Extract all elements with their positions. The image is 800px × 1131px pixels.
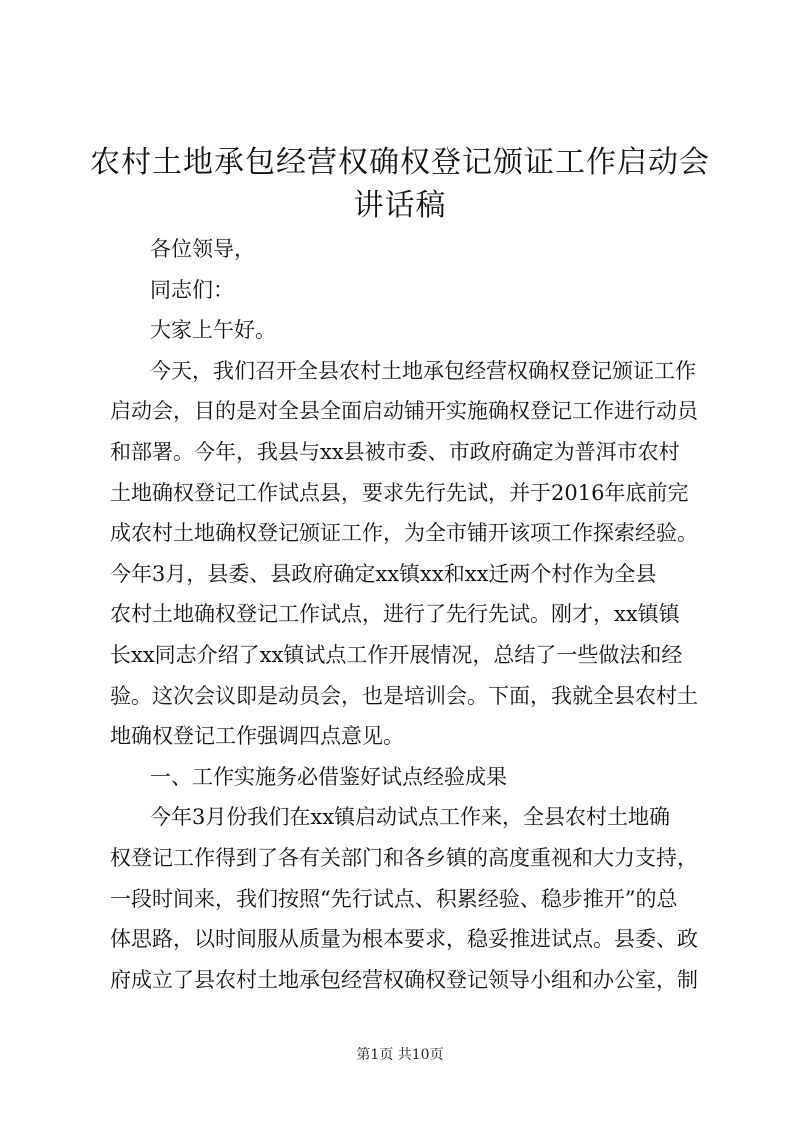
body-line: 今天，我们召开全县农村土地承包经营权确权登记颁证工作 bbox=[150, 358, 696, 383]
body-line: 地确权登记工作强调四点意见。 bbox=[110, 724, 404, 749]
body-line: 府成立了县农村土地承包经营权确权登记领导小组和办公室，制 bbox=[110, 967, 698, 992]
document-title-line2: 讲话稿 bbox=[353, 188, 447, 223]
body-line: 同志们： bbox=[150, 277, 234, 302]
document-body bbox=[110, 229, 710, 1000]
body-line: 和部署。今年，我县与xx县被市委、市政府确定为普洱市农村 bbox=[110, 439, 680, 464]
body-line: 体思路，以时间服从质量为根本要求，稳妥推进试点。县委、政 bbox=[110, 927, 698, 952]
body-line: 一段时间来，我们按照“先行试点、积累经验、稳步推开”的总 bbox=[110, 886, 678, 911]
body-line: 各位领导， bbox=[150, 237, 255, 261]
document-title-line1: 农村土地承包经营权确权登记颁证工作启动会 bbox=[90, 145, 710, 180]
section-heading: 一、工作实施务必借鉴好试点经验成果 bbox=[150, 764, 507, 789]
page-footer: 第1页 共10页 bbox=[356, 1047, 444, 1063]
body-line: 土地确权登记工作试点县，要求先行先试，并于2016年底前完 bbox=[110, 480, 689, 505]
body-line: 成农村土地确权登记颁证工作，为全市铺开该项工作探索经验。 bbox=[110, 521, 698, 546]
body-line: 启动会，目的是对全县全面启动铺开实施确权登记工作进行动员 bbox=[110, 399, 698, 424]
body-line: 今年3月份我们在xx镇启动试点工作来，全县农村土地确 bbox=[150, 805, 671, 830]
body-line: 长xx同志介绍了xx镇试点工作开展情况，总结了一些做法和经 bbox=[110, 642, 683, 667]
body-line: 权登记工作得到了各有关部门和各乡镇的高度重视和大力支持， bbox=[110, 845, 698, 870]
body-line: 农村土地确权登记工作试点，进行了先行先试。刚才，xx镇镇 bbox=[110, 602, 680, 627]
body-line: 今年3月，县委、县政府确定xx镇xx和xx迁两个村作为全县 bbox=[110, 561, 657, 586]
body-line: 大家上午好。 bbox=[150, 318, 276, 343]
body-line: 验。这次会议即是动员会，也是培训会。下面，我就全县农村土 bbox=[110, 683, 698, 708]
